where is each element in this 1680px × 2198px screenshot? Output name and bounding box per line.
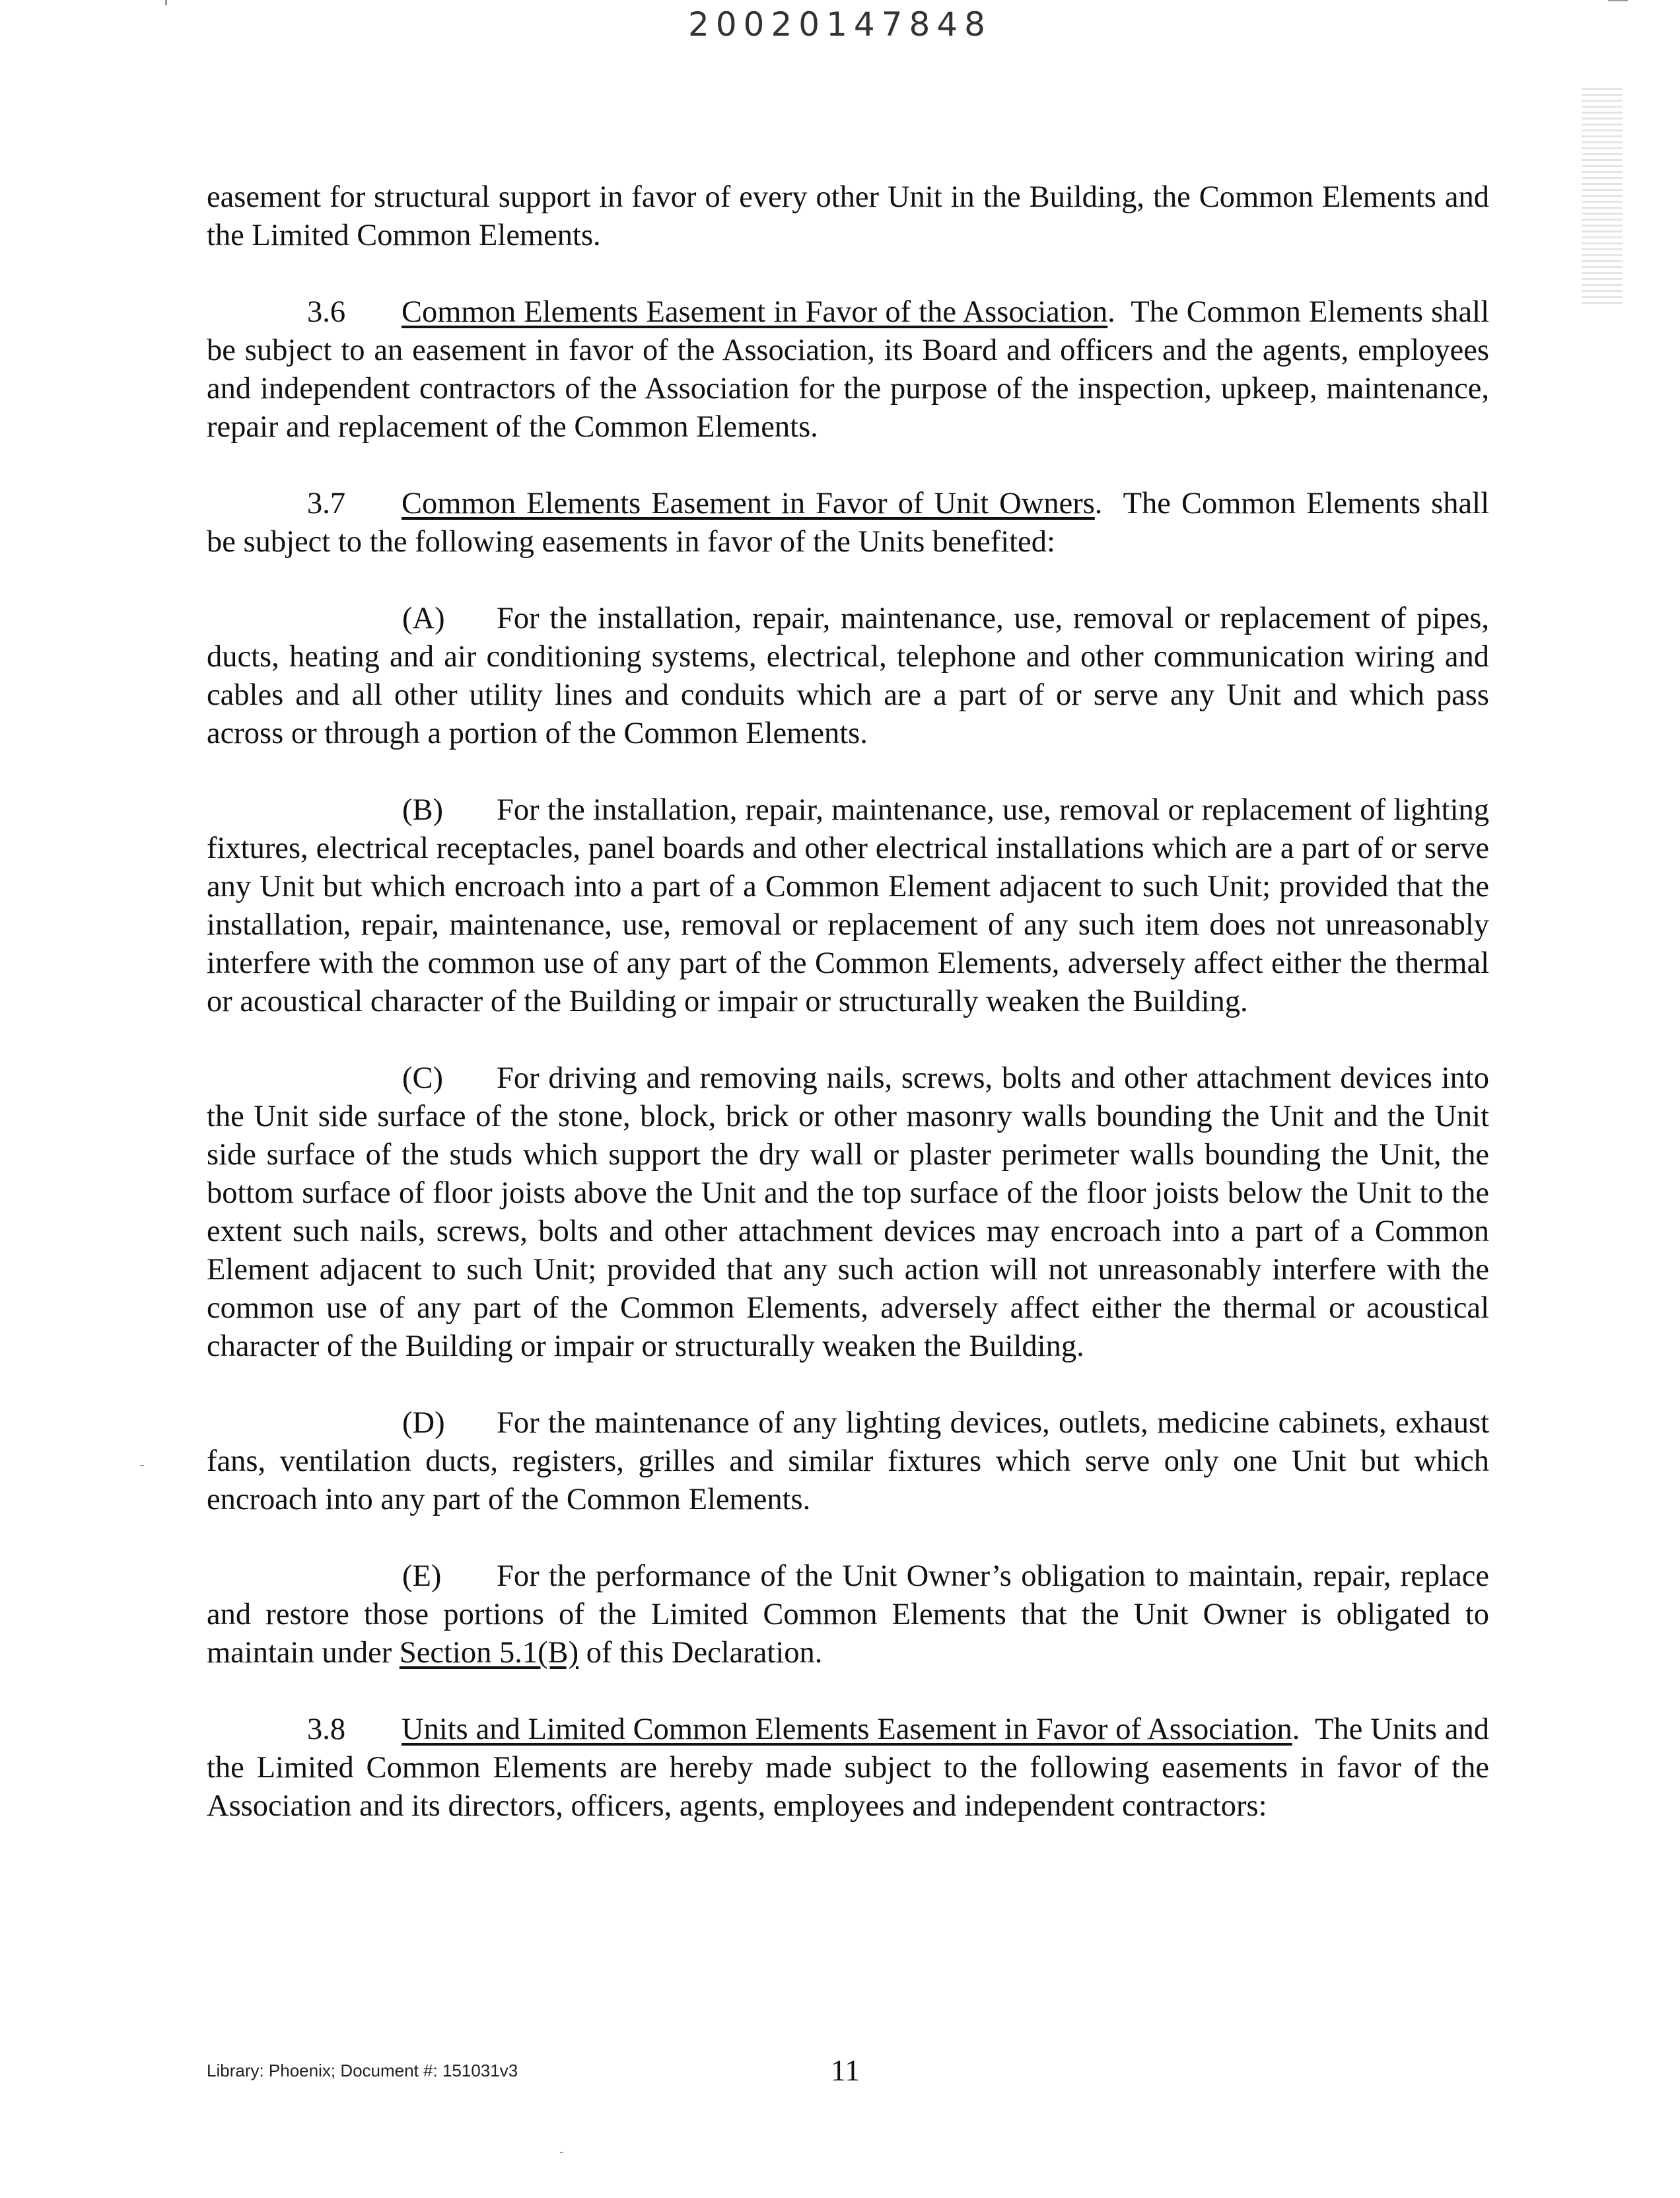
scan-speck xyxy=(560,2152,563,2153)
document-body xyxy=(207,178,1489,1864)
scan-speck xyxy=(165,0,167,5)
subsection-label: (D) xyxy=(402,1406,445,1440)
section-reference-link: Section 5.1(B) xyxy=(399,1636,579,1670)
section-number: 3.6 xyxy=(307,295,346,329)
recording-stamp-mark xyxy=(1582,86,1623,304)
section-3-8: 3.8 Units and Limited Common Elements Easement in Favor of Association. The Units and the Limited Common Elements are hereby made subject to the following easements in favor of the Association and its directors, officers, agents, employees and independent contractors: xyxy=(207,1711,1489,1826)
section-title: Units and Limited Common Elements Easement in Favor of Association xyxy=(402,1713,1292,1746)
subsection-text: For the performance of the Unit Owner’s obligation to maintain, repair, replace and restore those portions of the Limited Common Elements that the Unit Owner is obligated to maintain under xyxy=(207,1559,1489,1670)
section-text: The Common Elements shall be subject to an easement in favor of the Association, its Board and officers and the agents, employees and independent contractors of the Association for the purpose of the inspection, upkeep, maintenance, repair and replacement of the Common Elements. xyxy=(207,295,1489,444)
paragraph-continuation: easement for structural support in favor of every other Unit in the Building, the Common Elements and the Limited Common Elements. xyxy=(207,180,1489,252)
section-title: Common Elements Easement in Favor of the Association xyxy=(402,295,1108,329)
subsection-a xyxy=(207,600,1489,753)
subsection-text: For the maintenance of any lighting devices, outlets, medicine cabinets, exhaust fans, ventilation ducts, registers, grilles and similar fixtures which serve only one Unit but which encroach into any part of the Common Elements. xyxy=(207,1406,1489,1516)
section-text: The Units and the Limited Common Elements are hereby made subject to the following easements in favor of the Association and its directors, officers, agents, employees and independent contractors: xyxy=(207,1713,1489,1823)
section-number: 3.7 xyxy=(307,487,346,520)
section-number: 3.8 xyxy=(307,1713,346,1746)
subsection-label: (C) xyxy=(402,1061,443,1095)
document-number: 20020147848 xyxy=(688,5,992,44)
subsection-text: For the installation, repair, maintenance, use, removal or replacement of lighting fixtures, electrical receptacles, panel boards and other electrical installations which are a part of or serve any Unit but which encroach into a part of a Common Element adjacent to such Unit; provided that the installation, repair, maintenance, use, removal or replacement of any such item does not unreasonably interfere with the common use of any part of the Common Elements, adversely affect either the thermal or acoustical character of the Building or impair or structurally weaken the Building. xyxy=(207,793,1489,1018)
section-3-6: 3.6 Common Elements Easement in Favor of the Association. The Common Elements shall be subject to an easement in favor of the Association, its Board and officers and the agents, employees and independent contractors of the Association for the purpose of the inspection, upkeep, maintenance, repair and replacement of the Common Elements. xyxy=(207,293,1489,446)
subsection-text: For driving and removing nails, screws, bolts and other attachment devices into the Unit side surface of the stone, block, brick or other masonry walls bounding the Unit and the Unit side surface of the studs which support the dry wall or plaster perimeter walls bounding the Unit, the bottom surface of floor joists above the Unit and the top surface of the floor joists below the Unit to the extent such nails, screws, bolts and other attachment devices may encroach into a part of a Common Element adjacent to such Unit; provided that any such action will not unreasonably interfere with the common use of any part of the Common Elements, adversely affect either the thermal or acoustical character of the Building or impair or structurally weaken the Building. xyxy=(207,1061,1489,1363)
section-3-7: 3.7 Common Elements Easement in Favor of Unit Owners. The Common Elements shall be subject to the following easements in favor of the Units benefited: xyxy=(207,485,1489,561)
section-title: Common Elements Easement in Favor of Unit Owners xyxy=(402,487,1095,520)
subsection-label: (A) xyxy=(402,602,445,635)
subsection-e xyxy=(207,1557,1489,1672)
scan-speck xyxy=(1608,0,1628,1)
scan-speck xyxy=(140,1465,144,1466)
subsection-d xyxy=(207,1404,1489,1519)
subsection-text-end: of this Declaration. xyxy=(586,1636,823,1670)
subsection-text: For the installation, repair, maintenance, use, removal or replacement of pipes, ducts, heating and air conditioning systems, electrical, telephone and other communication wiring and cables and all other utility lines and conduits which are a part of or serve any Unit and which pass across or through a portion of the Common Elements. xyxy=(207,602,1489,750)
subsection-b xyxy=(207,791,1489,1021)
page-number: 11 xyxy=(831,2053,860,2087)
subsection-label: (E) xyxy=(402,1559,442,1593)
section-text: The Common Elements shall be subject to the following easements in favor of the Units benefited: xyxy=(207,487,1489,559)
footer-library-reference: Library: Phoenix; Document #: 151031v3 xyxy=(207,2061,518,2080)
subsection-c xyxy=(207,1059,1489,1366)
subsection-label: (B) xyxy=(402,793,443,827)
